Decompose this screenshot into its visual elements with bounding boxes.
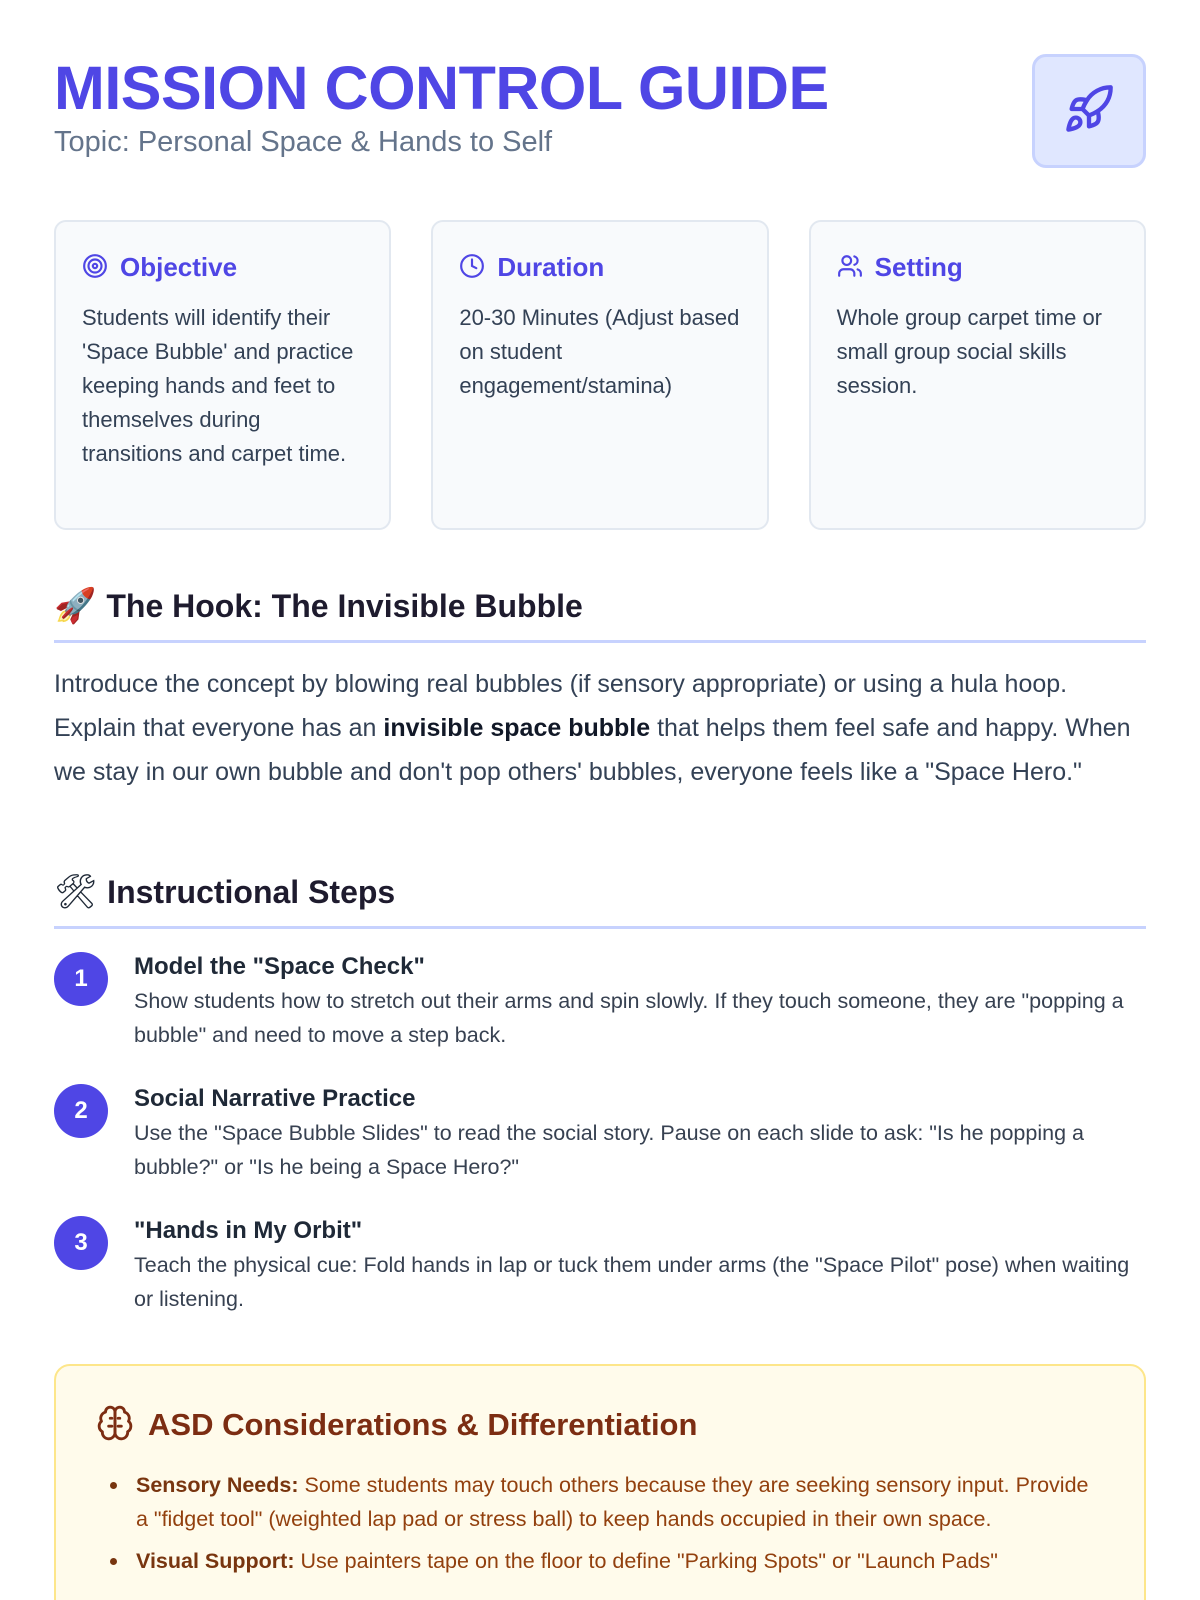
asd-list (96, 1468, 1104, 1578)
steps-list (54, 950, 1146, 1346)
card-text: Students will identify their 'Space Bubble' and practice keeping hands and feet to themselves during transitions and carpet time. (82, 305, 354, 466)
hook-section-header (54, 586, 1146, 643)
asd-considerations-box (54, 1364, 1146, 1600)
page-header (54, 52, 1146, 172)
brain-icon (96, 1404, 134, 1446)
step-title: "Hands in My Orbit" (134, 1217, 363, 1244)
section-title: Instructional Steps (107, 873, 396, 910)
objective-card (54, 220, 391, 530)
step-title: Model the "Space Check" (134, 953, 425, 980)
card-title: Objective (120, 252, 238, 282)
card-text: 20-30 Minutes (Adjust based on student engagement/stamina) (459, 305, 740, 398)
card-title: Duration (497, 252, 605, 282)
step-number-badge: 3 (54, 1216, 108, 1270)
hook-paragraph: Introduce the concept by blowing real bubbles (if sensory appropriate) or using a hula hoop. Explain that everyone has an invisible space bubble that helps them feel safe and happy. When we stay in our own bubble and don't pop others' bubbles, everyone feels like a "Space Hero." (54, 670, 1131, 786)
asd-title: ASD Considerations & Differentiation (148, 1407, 698, 1442)
list-item: Sensory Needs: Some students may touch others because they are seeking sensory input. Provide a "fidget tool" (weighted lap pad or stress ball) to keep hands occupied in their own space. (110, 1468, 1104, 1536)
card-title: Setting (874, 252, 963, 282)
step-description: Teach the physical cue: Fold hands in lap or tuck them under arms (the "Space Pilot" pose) when waiting or listening. (134, 1253, 1130, 1311)
logo-badge (1032, 54, 1146, 168)
setting-card (809, 220, 1146, 530)
section-title: The Hook: The Invisible Bubble (106, 587, 583, 624)
card-text: Whole group carpet time or small group social skills session. (836, 305, 1102, 398)
rocket-icon (1063, 83, 1115, 139)
rocket-emoji-icon: 🚀 (54, 586, 97, 626)
step-item (54, 1214, 1146, 1316)
step-item (54, 950, 1146, 1052)
step-description: Show students how to stretch out their arms and spin slowly. If they touch someone, they are "popping a bubble" and need to move a step back. (134, 989, 1124, 1047)
step-title: Social Narrative Practice (134, 1085, 416, 1112)
list-item: Visual Support: Use painters tape on the floor to define "Parking Spots" or "Launch Pads" (110, 1544, 1104, 1578)
step-item (54, 1082, 1146, 1184)
steps-section-header (54, 872, 1146, 929)
step-description: Use the "Space Bubble Slides" to read the social story. Pause on each slide to ask: "Is he popping a bubble?" or "Is he being a Space Hero?" (134, 1121, 1084, 1179)
step-number-badge: 2 (54, 1084, 108, 1138)
target-icon (82, 253, 108, 283)
page-title: MISSION CONTROL GUIDE (54, 54, 829, 122)
clock-icon (459, 253, 485, 283)
info-cards (54, 220, 1146, 530)
step-number-badge: 1 (54, 952, 108, 1006)
tools-emoji-icon: 🛠 (54, 872, 98, 912)
page-subtitle: Topic: Personal Space & Hands to Self (54, 126, 553, 158)
duration-card (431, 220, 768, 530)
users-icon (837, 253, 863, 283)
